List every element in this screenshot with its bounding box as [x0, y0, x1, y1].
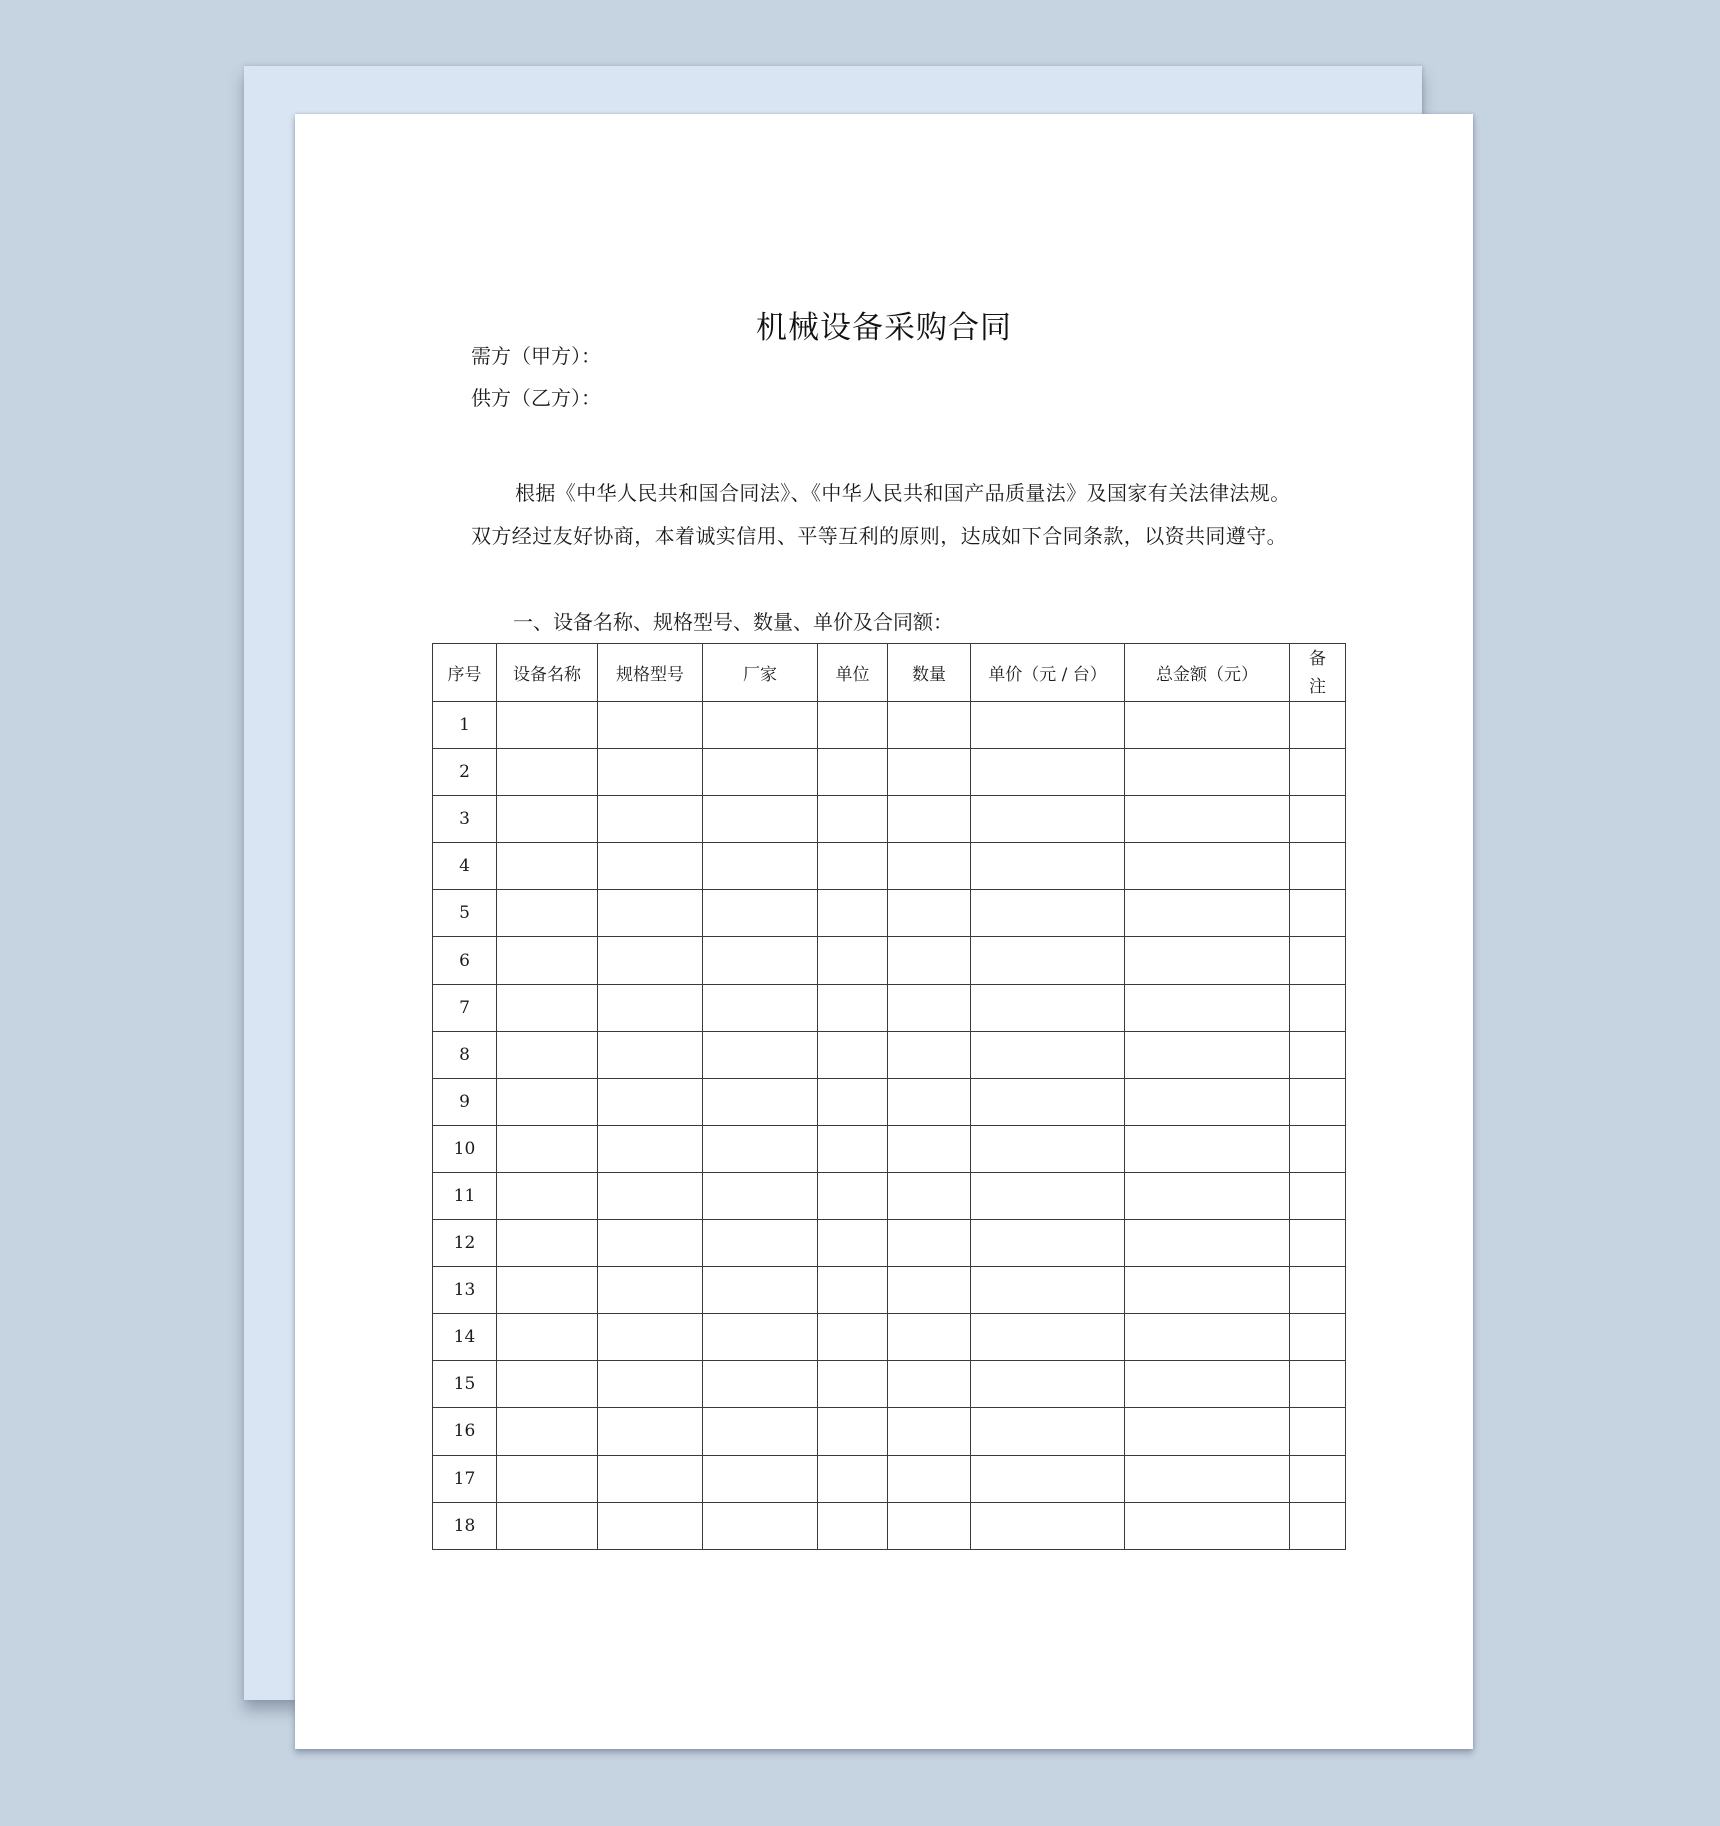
- header-manufacturer: 厂家: [703, 644, 818, 702]
- cell-total-amount[interactable]: [1125, 702, 1290, 749]
- cell-total-amount[interactable]: [1125, 1455, 1290, 1502]
- header-unit: 单位: [818, 644, 888, 702]
- cell-total-amount[interactable]: [1125, 796, 1290, 843]
- cell-equipment-name[interactable]: [497, 937, 598, 984]
- cell-unit[interactable]: [818, 1314, 888, 1361]
- cell-equipment-name[interactable]: [497, 1408, 598, 1455]
- cell-remarks[interactable]: [1290, 1172, 1346, 1219]
- cell-unit[interactable]: [818, 1502, 888, 1549]
- header-quantity: 数量: [888, 644, 971, 702]
- cell-unit-price[interactable]: [971, 749, 1125, 796]
- cell-unit[interactable]: [818, 1455, 888, 1502]
- cell-unit[interactable]: [818, 1031, 888, 1078]
- cell-equipment-name[interactable]: [497, 1125, 598, 1172]
- cell-model-spec[interactable]: [598, 1172, 703, 1219]
- cell-total-amount[interactable]: [1125, 1125, 1290, 1172]
- cell-equipment-name[interactable]: [497, 1361, 598, 1408]
- cell-equipment-name[interactable]: [497, 1220, 598, 1267]
- cell-quantity[interactable]: [888, 1031, 971, 1078]
- cell-total-amount[interactable]: [1125, 1078, 1290, 1125]
- cell-unit[interactable]: [818, 1408, 888, 1455]
- header-unit-price: 单价（元 / 台）: [971, 644, 1125, 702]
- cell-unit[interactable]: [818, 1361, 888, 1408]
- cell-remarks[interactable]: [1290, 1220, 1346, 1267]
- table-row: [433, 1314, 1346, 1361]
- cell-total-amount[interactable]: [1125, 937, 1290, 984]
- cell-serial-no: 8: [433, 1031, 497, 1078]
- table-row: [433, 1078, 1346, 1125]
- table-row: [433, 1220, 1346, 1267]
- cell-equipment-name[interactable]: [497, 843, 598, 890]
- cell-unit[interactable]: [818, 1172, 888, 1219]
- cell-total-amount[interactable]: [1125, 1267, 1290, 1314]
- table-row: [433, 1361, 1346, 1408]
- cell-remarks[interactable]: [1290, 890, 1346, 937]
- cell-unit[interactable]: [818, 1078, 888, 1125]
- cell-unit-price[interactable]: [971, 1502, 1125, 1549]
- cell-unit[interactable]: [818, 796, 888, 843]
- cell-model-spec[interactable]: [598, 1220, 703, 1267]
- cell-total-amount[interactable]: [1125, 1314, 1290, 1361]
- cell-unit[interactable]: [818, 1125, 888, 1172]
- cell-model-spec[interactable]: [598, 984, 703, 1031]
- cell-unit-price[interactable]: [971, 1314, 1125, 1361]
- cell-quantity[interactable]: [888, 1455, 971, 1502]
- cell-unit-price[interactable]: [971, 1267, 1125, 1314]
- cell-model-spec[interactable]: [598, 1125, 703, 1172]
- cell-total-amount[interactable]: [1125, 843, 1290, 890]
- cell-quantity[interactable]: [888, 1172, 971, 1219]
- party-b-label: 供方（乙方）：: [471, 386, 601, 410]
- header-remarks: [1290, 644, 1346, 702]
- cell-model-spec[interactable]: [598, 796, 703, 843]
- cell-model-spec[interactable]: [598, 1408, 703, 1455]
- cell-unit-price[interactable]: [971, 1408, 1125, 1455]
- document-title: 机械设备采购合同: [756, 310, 1012, 346]
- cell-unit[interactable]: [818, 890, 888, 937]
- cell-model-spec[interactable]: [598, 1031, 703, 1078]
- cell-unit[interactable]: [818, 702, 888, 749]
- header-equipment-name: 设备名称: [497, 644, 598, 702]
- cell-remarks[interactable]: [1290, 1314, 1346, 1361]
- table-row: [433, 796, 1346, 843]
- cell-remarks[interactable]: [1290, 749, 1346, 796]
- cell-quantity[interactable]: [888, 984, 971, 1031]
- header-remarks-line1: 备: [1309, 648, 1326, 669]
- cell-equipment-name[interactable]: [497, 749, 598, 796]
- cell-remarks[interactable]: [1290, 843, 1346, 890]
- cell-unit-price[interactable]: [971, 937, 1125, 984]
- table-row: [433, 937, 1346, 984]
- cell-model-spec[interactable]: [598, 749, 703, 796]
- cell-serial-no: 3: [433, 796, 497, 843]
- cell-quantity[interactable]: [888, 937, 971, 984]
- equipment-table: [432, 643, 1346, 1550]
- cell-serial-no: 12: [433, 1220, 497, 1267]
- cell-unit-price[interactable]: [971, 1361, 1125, 1408]
- table-row: [433, 1031, 1346, 1078]
- cell-equipment-name[interactable]: [497, 984, 598, 1031]
- cell-remarks[interactable]: [1290, 702, 1346, 749]
- table-row: [433, 1502, 1346, 1549]
- cell-unit-price[interactable]: [971, 1455, 1125, 1502]
- cell-unit-price[interactable]: [971, 1172, 1125, 1219]
- cell-serial-no: 6: [433, 937, 497, 984]
- cell-manufacturer[interactable]: [703, 1314, 818, 1361]
- table-row: [433, 1172, 1346, 1219]
- table-header-row: [433, 644, 1346, 702]
- cell-model-spec[interactable]: [598, 1078, 703, 1125]
- cell-unit-price[interactable]: [971, 1125, 1125, 1172]
- table-row: [433, 749, 1346, 796]
- cell-total-amount[interactable]: [1125, 1172, 1290, 1219]
- cell-serial-no: 13: [433, 1267, 497, 1314]
- cell-manufacturer[interactable]: [703, 796, 818, 843]
- cell-serial-no: 5: [433, 890, 497, 937]
- cell-model-spec[interactable]: [598, 1361, 703, 1408]
- cell-quantity[interactable]: [888, 1125, 971, 1172]
- cell-unit-price[interactable]: [971, 796, 1125, 843]
- cell-manufacturer[interactable]: [703, 1455, 818, 1502]
- cell-manufacturer[interactable]: [703, 1361, 818, 1408]
- cell-manufacturer[interactable]: [703, 843, 818, 890]
- cell-total-amount[interactable]: [1125, 1408, 1290, 1455]
- cell-equipment-name[interactable]: [497, 1078, 598, 1125]
- cell-manufacturer[interactable]: [703, 1502, 818, 1549]
- cell-equipment-name[interactable]: [497, 1031, 598, 1078]
- cell-serial-no: 4: [433, 843, 497, 890]
- cell-equipment-name[interactable]: [497, 890, 598, 937]
- preamble-paragraph: 根据《中华人民共和国合同法》、《中华人民共和国产品质量法》及国家有关法律法规。双方经过友好协商，本着诚实信用、平等互利的原则，达成如下合同条款，以资共同遵守。: [471, 481, 1291, 548]
- cell-unit[interactable]: [818, 984, 888, 1031]
- cell-manufacturer[interactable]: [703, 1408, 818, 1455]
- cell-quantity[interactable]: [888, 1267, 971, 1314]
- cell-quantity[interactable]: [888, 796, 971, 843]
- cell-quantity[interactable]: [888, 702, 971, 749]
- table-row: [433, 984, 1346, 1031]
- cell-unit[interactable]: [818, 937, 888, 984]
- cell-remarks[interactable]: [1290, 984, 1346, 1031]
- cell-equipment-name[interactable]: [497, 1502, 598, 1549]
- front-paper-sheet: [295, 114, 1473, 1749]
- cell-equipment-name[interactable]: [497, 1267, 598, 1314]
- cell-serial-no: 18: [433, 1502, 497, 1549]
- cell-remarks[interactable]: [1290, 796, 1346, 843]
- cell-total-amount[interactable]: [1125, 749, 1290, 796]
- cell-quantity[interactable]: [888, 1408, 971, 1455]
- cell-serial-no: 7: [433, 984, 497, 1031]
- table-row: [433, 1408, 1346, 1455]
- cell-model-spec[interactable]: [598, 937, 703, 984]
- cell-model-spec[interactable]: [598, 1267, 703, 1314]
- cell-model-spec[interactable]: [598, 1314, 703, 1361]
- cell-equipment-name[interactable]: [497, 1172, 598, 1219]
- cell-quantity[interactable]: [888, 749, 971, 796]
- cell-remarks[interactable]: [1290, 1408, 1346, 1455]
- cell-total-amount[interactable]: [1125, 1502, 1290, 1549]
- table-row: [433, 1455, 1346, 1502]
- cell-serial-no: 11: [433, 1172, 497, 1219]
- cell-manufacturer[interactable]: [703, 749, 818, 796]
- header-serial-no: 序号: [433, 644, 497, 702]
- cell-equipment-name[interactable]: [497, 796, 598, 843]
- cell-equipment-name[interactable]: [497, 702, 598, 749]
- cell-unit-price[interactable]: [971, 1220, 1125, 1267]
- cell-total-amount[interactable]: [1125, 1220, 1290, 1267]
- cell-remarks[interactable]: [1290, 1031, 1346, 1078]
- cell-serial-no: 17: [433, 1455, 497, 1502]
- cell-unit[interactable]: [818, 749, 888, 796]
- table-row: [433, 1125, 1346, 1172]
- cell-quantity[interactable]: [888, 843, 971, 890]
- cell-total-amount[interactable]: [1125, 890, 1290, 937]
- cell-total-amount[interactable]: [1125, 984, 1290, 1031]
- cell-manufacturer[interactable]: [703, 1172, 818, 1219]
- cell-total-amount[interactable]: [1125, 1361, 1290, 1408]
- cell-model-spec[interactable]: [598, 1502, 703, 1549]
- cell-manufacturer[interactable]: [703, 1031, 818, 1078]
- cell-serial-no: 9: [433, 1078, 497, 1125]
- cell-unit[interactable]: [818, 1220, 888, 1267]
- cell-quantity[interactable]: [888, 890, 971, 937]
- cell-remarks[interactable]: [1290, 1125, 1346, 1172]
- table-row: [433, 702, 1346, 749]
- cell-model-spec[interactable]: [598, 1455, 703, 1502]
- cell-serial-no: 15: [433, 1361, 497, 1408]
- table-row: [433, 1267, 1346, 1314]
- cell-unit-price[interactable]: [971, 843, 1125, 890]
- cell-quantity[interactable]: [888, 1220, 971, 1267]
- cell-serial-no: 14: [433, 1314, 497, 1361]
- cell-unit-price[interactable]: [971, 1078, 1125, 1125]
- cell-manufacturer[interactable]: [703, 1125, 818, 1172]
- cell-remarks[interactable]: [1290, 1267, 1346, 1314]
- header-remarks-line2: 注: [1309, 676, 1326, 697]
- cell-total-amount[interactable]: [1125, 1031, 1290, 1078]
- cell-manufacturer[interactable]: [703, 1267, 818, 1314]
- cell-serial-no: 16: [433, 1408, 497, 1455]
- cell-manufacturer[interactable]: [703, 937, 818, 984]
- cell-unit-price[interactable]: [971, 702, 1125, 749]
- cell-serial-no: 2: [433, 749, 497, 796]
- cell-serial-no: 10: [433, 1125, 497, 1172]
- section-1-heading: 一、设备名称、规格型号、数量、单价及合同额：: [513, 610, 953, 634]
- cell-manufacturer[interactable]: [703, 984, 818, 1031]
- cell-model-spec[interactable]: [598, 890, 703, 937]
- cell-quantity[interactable]: [888, 1078, 971, 1125]
- cell-equipment-name[interactable]: [497, 1314, 598, 1361]
- cell-unit[interactable]: [818, 1267, 888, 1314]
- cell-manufacturer[interactable]: [703, 1078, 818, 1125]
- cell-remarks[interactable]: [1290, 1502, 1346, 1549]
- cell-quantity[interactable]: [888, 1314, 971, 1361]
- header-model-spec: 规格型号: [598, 644, 703, 702]
- header-total-amount: 总金额（元）: [1125, 644, 1290, 702]
- cell-equipment-name[interactable]: [497, 1455, 598, 1502]
- cell-unit-price[interactable]: [971, 890, 1125, 937]
- cell-quantity[interactable]: [888, 1502, 971, 1549]
- cell-quantity[interactable]: [888, 1361, 971, 1408]
- cell-unit[interactable]: [818, 843, 888, 890]
- cell-unit-price[interactable]: [971, 984, 1125, 1031]
- table-row: [433, 843, 1346, 890]
- table-row: [433, 890, 1346, 937]
- cell-manufacturer[interactable]: [703, 890, 818, 937]
- cell-manufacturer[interactable]: [703, 702, 818, 749]
- cell-remarks[interactable]: [1290, 937, 1346, 984]
- party-a-label: 需方（甲方）：: [471, 344, 601, 368]
- cell-unit-price[interactable]: [971, 1031, 1125, 1078]
- cell-remarks[interactable]: [1290, 1361, 1346, 1408]
- cell-remarks[interactable]: [1290, 1078, 1346, 1125]
- cell-model-spec[interactable]: [598, 843, 703, 890]
- cell-remarks[interactable]: [1290, 1455, 1346, 1502]
- cell-model-spec[interactable]: [598, 702, 703, 749]
- cell-manufacturer[interactable]: [703, 1220, 818, 1267]
- cell-serial-no: 1: [433, 702, 497, 749]
